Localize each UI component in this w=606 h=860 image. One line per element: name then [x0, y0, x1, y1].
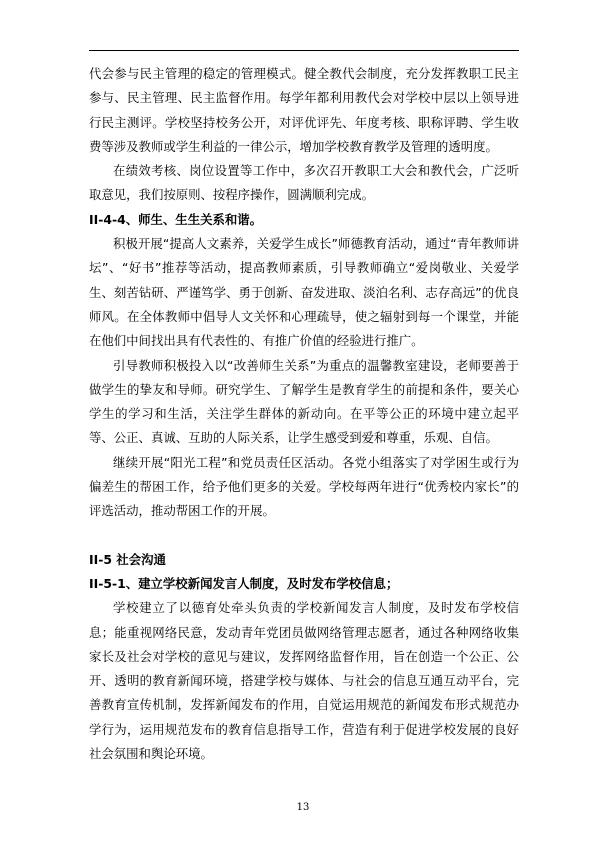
paragraph-sunshine-project: 继续开展“阳光工程”和党员责任区活动。各党小组落实了对学困生或行为偏差生的帮困工作，给予他们更多的关爱。学校每两年进行“优秀校内家长”的评选活动，推动帮困工作的开展。 [89, 454, 519, 519]
paragraph-democratic-management: 代会参与民主管理的稳定的管理模式。健全教代会制度，充分发挥教职工民主参与、民主管理、民主监督作用。每学年都利用教代会对学校中层以上领导进行民主测评。学校坚持校务公开，对评优评先、年度考核、职称评聘、学生收费等涉及教师或学生利益的一律公示，增加学校教育教学及管理的透明度。 [89, 66, 519, 154]
paragraph-performance-review: 在绩效考核、岗位设置等工作中，多次召开教职工大会和教代会，广泛听取意见，我们按原则、按程序操作，圆满顺利完成。 [89, 163, 519, 203]
section-spacer [89, 524, 519, 548]
paragraph-news-release: 学校建立了以德育处牵头负责的学校新闻发言人制度，及时发布学校信息；能重视网络民意，发动青年党团员做网络管理志愿者，通过各种网络收集家长及社会对学校的意见与建议，发挥网络监督作用，旨在创造一个公正、公开、透明的教育新闻环境，搭建学校与媒体、与社会的信息互通互动平台，完善教育宣传机制，发挥新闻发布的作用，自觉运用规范的新闻发布形式规范办学行为，运用规范发布的教育信息指导工作，营造有利于促进学校发展的良好社会氛围和舆论环境。 [89, 600, 519, 762]
section-heading-teacher-student: II-4-4、师生、生生关系和谐。 [89, 211, 263, 227]
paragraph-classroom-building: 引导教师积极投入以“改善师生关系”为重点的温馨教室建设，老师要善于做学生的挚友和导师。研究学生、了解学生是教育学生的前提和条件，要关心学生的学习和生活，关注学生群体的新动向。在平等公正的环境中建立起平等、公正、真诚、互助的人际关系，让学生感受到爱和尊重，乐观、自信。 [89, 357, 519, 446]
header-rule [89, 50, 519, 51]
paragraph-ethics-education: 积极开展“提高人文素养，关爱学生成长”师德教育活动，通过“青年教师讲坛”、“好书”推荐等活动，提高教师素质，引导教师确立“爱岗敬业、关爱学生、刻苦钻研、严谨笃学、勇于创新、奋发进取、淡泊名利、志存高远”的优良师风。在全体教师中倡导人文关怀和心理疏导，使之辐射到每一个课堂，并能在他们中间找出具有代表性的、有推广价值的经验进行推广。 [89, 236, 519, 349]
document-body [89, 62, 519, 766]
page-number: 13 [296, 802, 310, 813]
subsection-heading-spokesperson: II-5-1、建立学校新闻发言人制度，及时发布学校信息； [89, 575, 399, 591]
section-heading-social-communication: II-5 社会沟通 [89, 551, 166, 567]
